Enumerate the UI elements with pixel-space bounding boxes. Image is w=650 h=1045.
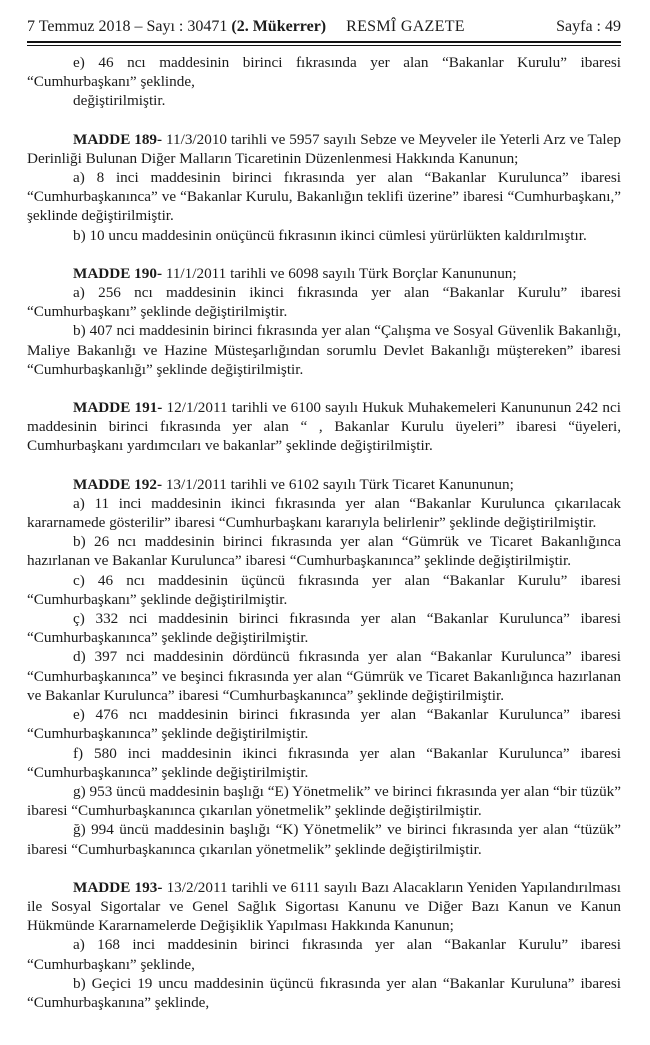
madde-193-paragraph (27, 878, 621, 936)
amendment-clause-b-407: b) 407 nci maddesinin birinci fıkrasında yer alan “Çalışma ve Sosyal Güvenlik Bakanlığı, Maliye Bakanlığı ve Hazine Müsteşarlığından sorumlu Devlet Bakanlığı müştereken” ibaresi “Cumhurbaşkanlığı” şeklinde değiştirilmiştir. (27, 322, 621, 378)
amendment-clause-a-168: a) 168 inci maddesinin birinci fıkrasında yer alan “Bakanlar Kurulu” ibaresi “Cumhurbaşkanı” şeklinde, (27, 936, 621, 973)
document-body (27, 53, 621, 1012)
madde-191-number: MADDE 191- (73, 399, 163, 417)
madde-192-text: 13/1/2011 tarihli ve 6102 sayılı Türk Ticaret Kanununun; (162, 475, 514, 493)
madde-190-paragraph (27, 264, 621, 283)
amendment-clause-a-11: a) 11 inci maddesinin ikinci fıkrasında yer alan “Bakanlar Kurulunca çıkarılacak kararnamede gösterilir” ibaresi “Cumhurbaşkanı kararıyla belirlenir” şeklinde değiştirilmiştir. (27, 494, 621, 532)
amendment-clause-e-476: e) 476 ncı maddesinin birinci fıkrasında yer alan “Bakanlar Kurulunca” ibaresi “Cumhurbaşkanınca” şeklinde değiştirilmiştir. (27, 706, 621, 743)
amendment-clause-b-gecici-19: b) Geçici 19 uncu maddesinin üçüncü fıkrasında yer alan “Bakanlar Kuruluna” ibaresi “Cumhurbaşkanına” şeklinde, (27, 974, 621, 1011)
header-mukerrer-label: (2. Mükerrer) (231, 18, 327, 35)
amendment-clause-b-26: b) 26 ncı maddesinin birinci fıkrasında yer alan “Gümrük ve Ticaret Bakanlığınca hazırlanan ve Bakanlar Kurulunca” ibaresi “Cumhurbaşkanınca” şeklinde değiştirilmiştir. (27, 533, 621, 570)
amendment-clause-g-953: g) 953 üncü maddesinin başlığı “E) Yönetmelik” ve birinci fıkrasında yer alan “bir tüzük” ibaresi “Cumhurbaşkanınca çıkarılan yönetmelik” şeklinde değiştirilmiştir. (27, 782, 621, 820)
amendment-clause-c2-332: ç) 332 nci maddesinin birinci fıkrasında yer alan “Bakanlar Kurulunca” ibaresi “Cumhurbaşkanınca” şeklinde değiştirilmiştir. (27, 610, 621, 647)
amendment-clause-d-397: d) 397 nci maddesinin dördüncü fıkrasında yer alan “Bakanlar Kurulunca” ibaresi “Cumhurbaşkanınca” ve beşinci fıkrasında yer alan “Gümrük ve Ticaret Bakanlığınca hazırlanan ve Bakanlar Kurulunca” ibaresi “Cumhurbaşkanınca” şeklinde değiştirilmiştir. (27, 648, 621, 704)
madde-193-number: MADDE 193- (73, 878, 163, 896)
amendment-clause-a-256: a) 256 ncı maddesinin ikinci fıkrasında yer alan “Bakanlar Kurulu” ibaresi “Cumhurbaşkanı” şeklinde değiştirilmiştir. (27, 284, 621, 321)
header-date-issue (27, 18, 326, 36)
madde-189-text: 11/3/2010 tarihli ve 5957 sayılı Sebze ve Meyveler ile Yeterli Arz ve Talep Derinliği Bulunan Diğer Malların Ticaretinin Düzenlenmesi Hakkında Kanunun; (27, 130, 621, 167)
header-page-number: Sayfa : 49 (556, 18, 621, 35)
page-header (27, 18, 621, 36)
madde-189-paragraph (27, 130, 621, 168)
amendment-clause-b-10: b) 10 uncu maddesinin onüçüncü fıkrasının ikinci cümlesi yürürlükten kaldırılmıştır. (73, 226, 587, 244)
madde-190-text: 11/1/2011 tarihli ve 6098 sayılı Türk Borçlar Kanununun; (162, 264, 517, 282)
madde-191-text: 12/1/2011 tarihli ve 6100 sayılı Hukuk Muhakemeleri Kanununun 242 nci maddesinin birinci fıkrasında yer alan “ , Bakanlar Kurulu üyeleri” ibaresi “üyeleri, Cumhurbaşkanı yardımcıları ve bakanlar” şeklinde değiştirilmiştir. (27, 399, 621, 455)
madde-189-number: MADDE 189- (73, 130, 163, 148)
amendment-clause-f-580: f) 580 inci maddesinin ikinci fıkrasında yer alan “Bakanlar Kurulunca” ibaresi “Cumhurbaşkanınca” şeklinde değiştirilmiştir. (27, 744, 621, 781)
amendment-clause-c-46: c) 46 ncı maddesinin üçüncü fıkrasında yer alan “Bakanlar Kurulu” ibaresi “Cumhurbaşkanı” şeklinde değiştirilmiştir. (27, 571, 621, 608)
amendment-clause-a-8: a) 8 inci maddesinin birinci fıkrasında yer alan “Bakanlar Kurulunca” ibaresi “Cumhurbaşkanınca” ve “Bakanlar Kurulu, Bakanlığın teklifi üzerine” ibaresi “Cumhurbaşkanı,” şeklinde değiştirilmiştir. (27, 169, 621, 225)
madde-191-paragraph (27, 398, 621, 456)
header-divider (27, 41, 621, 46)
header-date-issue-text: 7 Temmuz 2018 – Sayı : 30471 (27, 18, 232, 35)
amendment-clause-g2-994: ğ) 994 üncü maddesinin başlığı “K) Yönetmelik” ve birinci fıkrasında yer alan “tüzük” ibaresi “Cumhurbaşkanınca çıkarılan yönetmelik” şeklinde değiştirilmiştir. (27, 821, 621, 858)
amendment-closing-line: değiştirilmiştir. (73, 92, 166, 110)
madde-192-number: MADDE 192- (73, 475, 163, 493)
madde-192-paragraph (27, 475, 621, 494)
madde-193-text: 13/2/2011 tarihli ve 6111 sayılı Bazı Alacakların Yeniden Yapılandırılması ile Sosyal Sigortalar ve Genel Sağlık Sigortası Kanunu ve Diğer Bazı Kanun ve Kanun Hükmünde Kararnamelerde Değişiklik Yapılması Hakkında Kanunun; (27, 878, 621, 935)
madde-190-number: MADDE 190- (73, 264, 163, 282)
header-gazette-title: RESMÎ GAZETE (346, 18, 465, 35)
amendment-clause-e-46: e) 46 ncı maddesinin birinci fıkrasında yer alan “Bakanlar Kurulu” ibaresi “Cumhurbaşkanı” şeklinde, (27, 54, 621, 91)
